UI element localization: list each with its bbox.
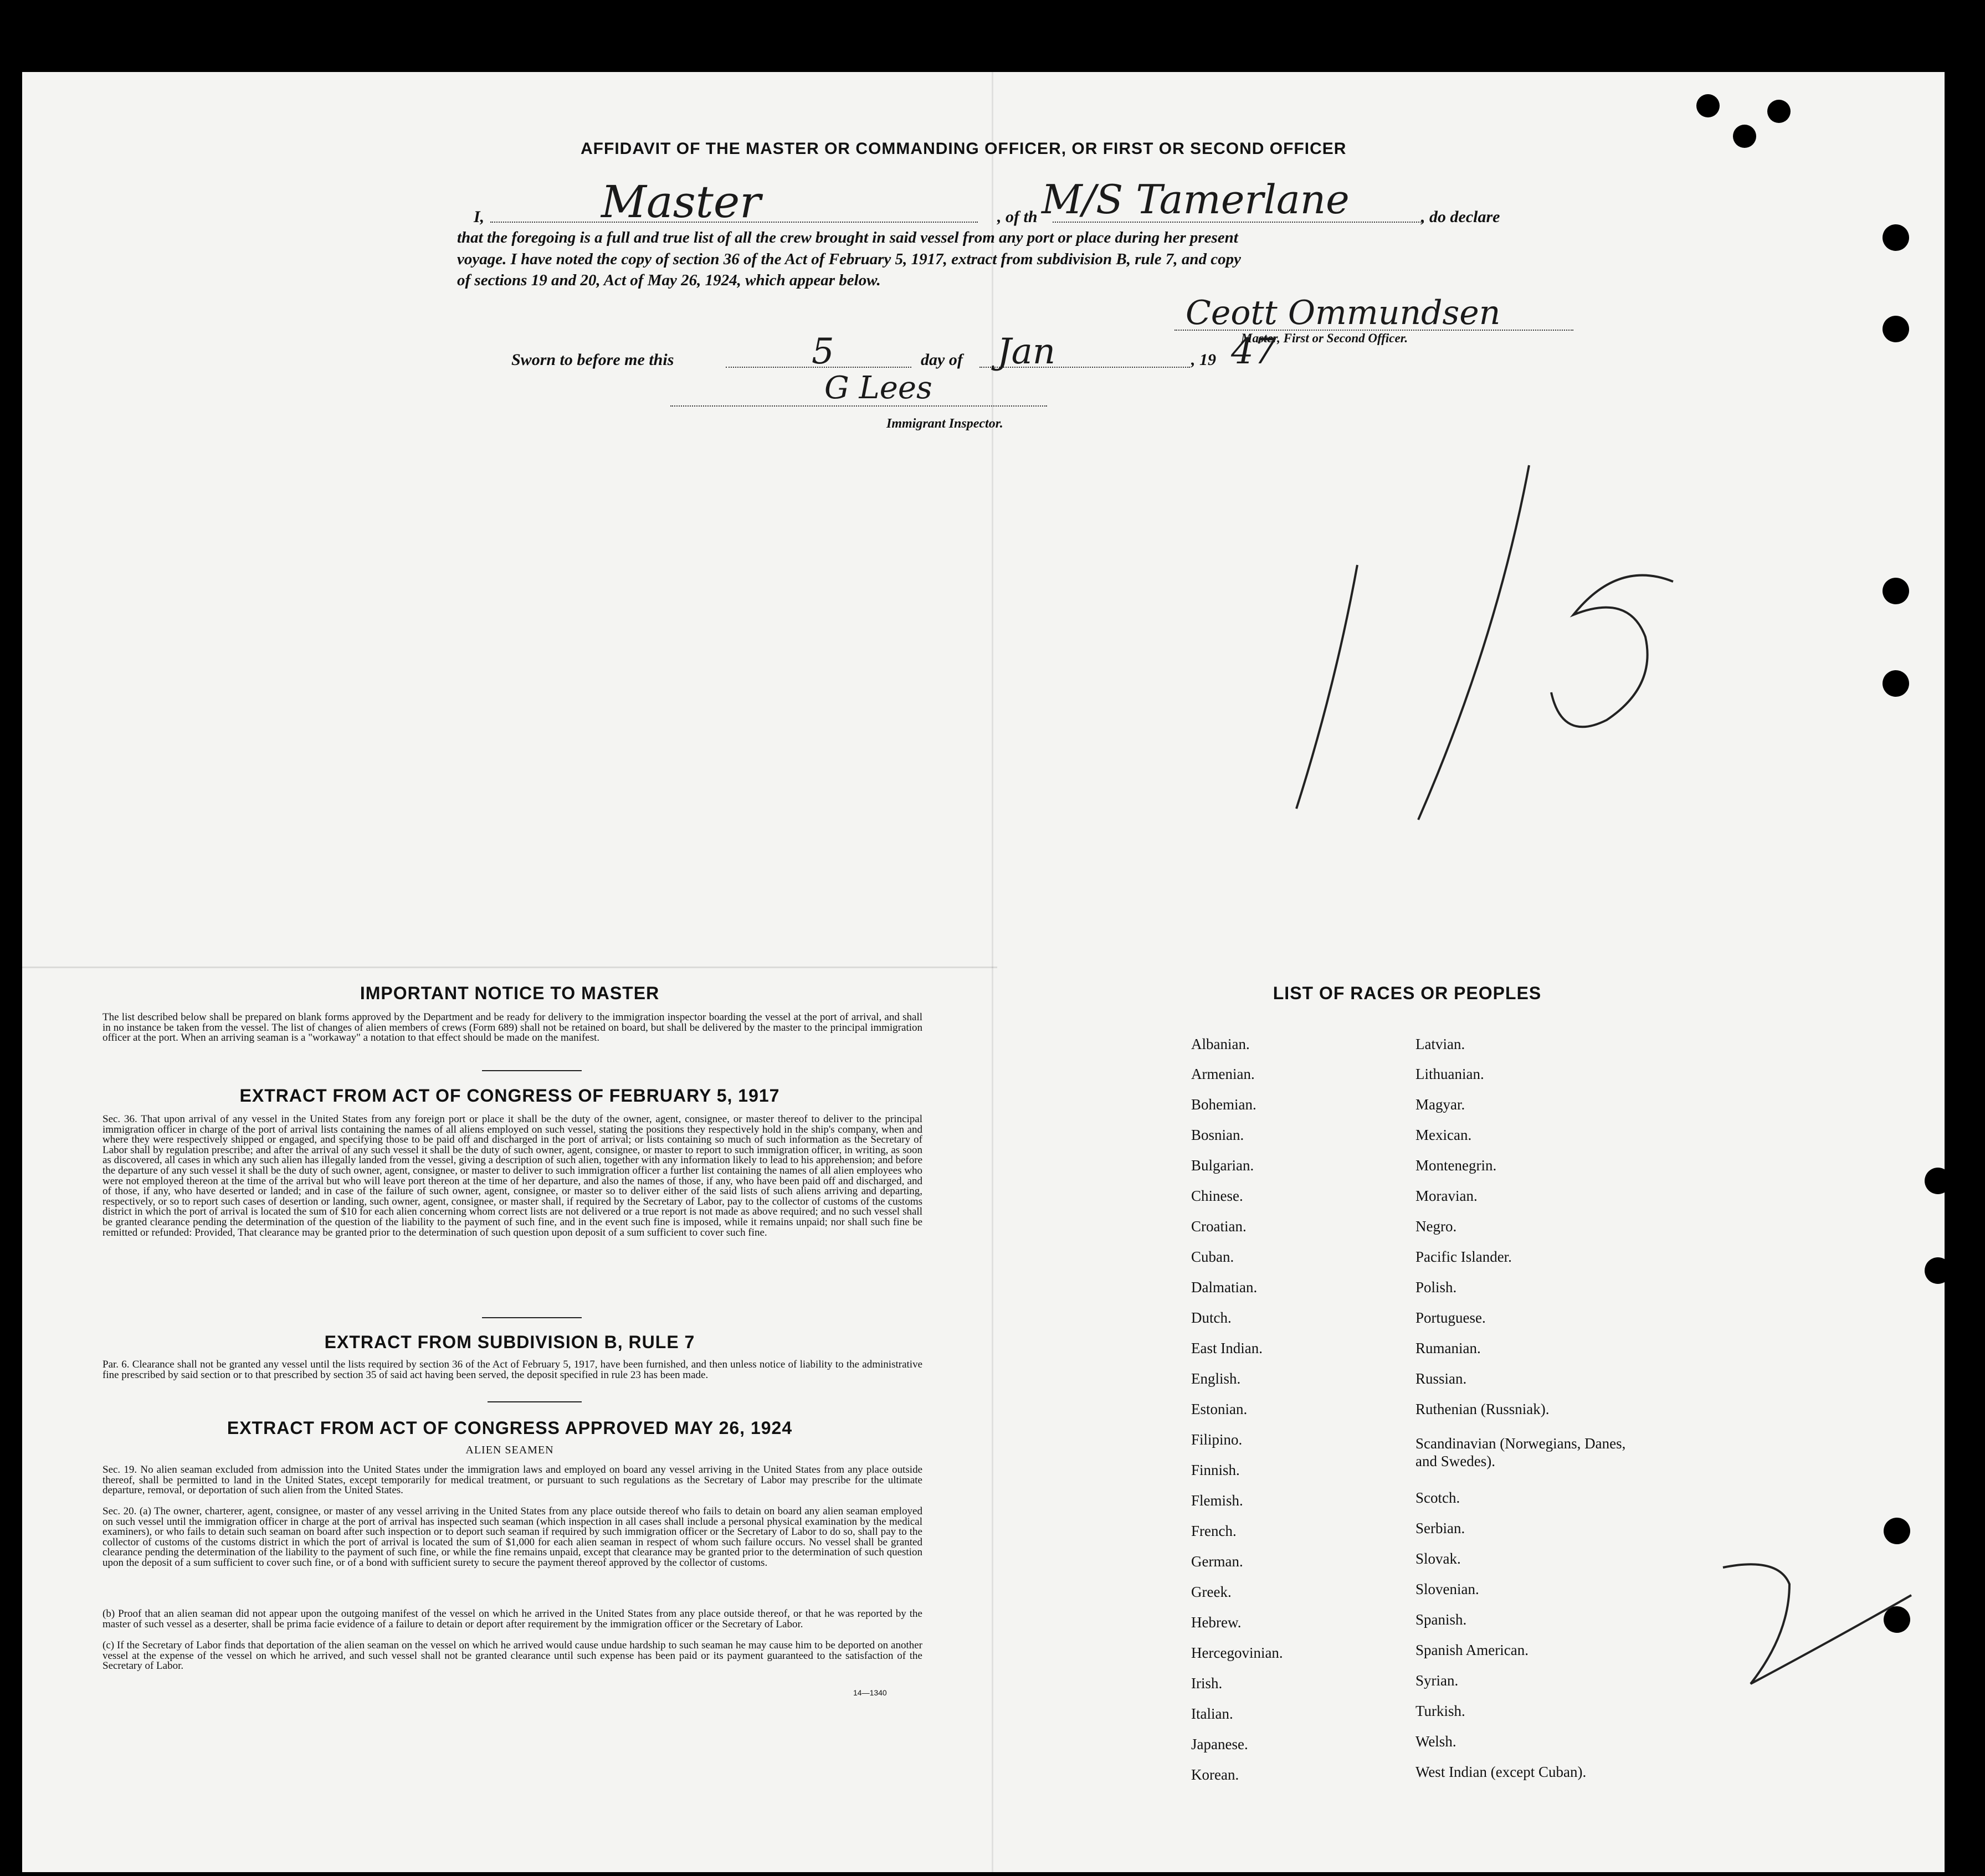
race-item: Turkish. xyxy=(1415,1703,1465,1719)
stroke-one xyxy=(1296,565,1357,809)
punch-hole xyxy=(1767,100,1791,123)
extract-1924-title: EXTRACT FROM ACT OF CONGRESS APPROVED MAY 26, 1924 xyxy=(227,1418,793,1438)
affidavit-line3: voyage. I have noted the copy of section 36 of the Act of February 5, 1917, extract from subdivision B, rule 7, and copy xyxy=(457,250,1241,268)
document-page xyxy=(22,72,1945,1872)
punch-hole xyxy=(1883,316,1909,342)
race-item: Lithuanian. xyxy=(1415,1066,1484,1082)
divider xyxy=(482,1070,582,1071)
races-title: LIST OF RACES OR PEOPLES xyxy=(1273,983,1542,1003)
sec-20b-text: (b) Proof that an alien seaman did not appear upon the outgoing manifest of the vessel on which he arrived in the United States from any place outside thereof, or that he was reported by the master of such vessel as a deserter, shall be prima facie evidence of a failure to detain or deport after requirement by the immigration officer or the Secretary of Labor. xyxy=(102,1608,922,1630)
stroke-five xyxy=(1551,575,1673,727)
race-item: Bohemian. xyxy=(1191,1096,1256,1113)
sec-20a-text: Sec. 20. (a) The owner, charterer, agent, consignee, or master of any vessel arriving in the United States from any place outside thereof who fails to detain on board any alien seaman employed on such vessel until the immigration officer in charge at the port of arrival has inspected such seaman (which inspection in all cases shall include a personal physical examination by the medical examiners), or who fails to detain such seaman on board after such inspection or to deport such seaman if required by such immigration officer or the Secretary of Labor to do so, shall pay to the collector of customs of the customs district in which the port of arrival is located the sum of $1,000 for each alien seaman in respect of whom such failure occurs. No vessel shall be granted clearance pending the determination of the liability to the payment of such fine, or while the fine remains unpaid, except that clearance may be granted prior to the determination of such question upon the deposit of a sum sufficient to cover such fine, or of a bond with sufficient surety to secure the payment thereof approved by the collector of customs. xyxy=(102,1505,922,1569)
punch-hole xyxy=(1884,1518,1910,1544)
race-item: East Indian. xyxy=(1191,1340,1263,1356)
race-item: Filipino. xyxy=(1191,1431,1243,1448)
form-number: 14—1340 xyxy=(853,1688,887,1697)
inspector-caption: Immigrant Inspector. xyxy=(886,417,1003,431)
affidavit-line4: of sections 19 and 20, Act of May 26, 1924, which appear below. xyxy=(457,271,881,289)
sec-20c-text: (c) If the Secretary of Labor finds that deportation of the alien seaman on the vessel on which he arrived would cause undue hardship to such seaman he may cause him to be deported on another vessel at the expense of the vessel on which he arrived, and such vessel shall not be granted clearance until such expense has been paid or its payment guaranteed to the satisfaction of the Secretary of Labor. xyxy=(102,1639,922,1672)
race-item: Negro. xyxy=(1415,1218,1457,1235)
extract-1924-subtitle: ALIEN SEAMEN xyxy=(465,1444,554,1456)
punch-hole xyxy=(1925,1257,1951,1284)
punch-hole xyxy=(1733,125,1756,148)
sworn-year-prefix: , 19 xyxy=(1191,351,1216,369)
signature-blank xyxy=(1174,330,1573,331)
race-item: Chinese. xyxy=(1191,1188,1243,1204)
signature-caption: Master, First or Second Officer. xyxy=(1241,331,1408,345)
sworn-day-of: day of xyxy=(921,351,963,369)
affidavit-line2: that the foregoing is a full and true list of all the crew brought in said vessel from any port or place during her present xyxy=(457,229,1238,246)
sworn-month: Jan xyxy=(997,331,1056,372)
race-item: Bulgarian. xyxy=(1191,1157,1254,1174)
extract-1917-title: EXTRACT FROM ACT OF CONGRESS OF FEBRUARY 5, 1917 xyxy=(239,1086,780,1106)
race-item: Hebrew. xyxy=(1191,1614,1242,1631)
race-item: Italian. xyxy=(1191,1705,1233,1722)
subdivision-b-title: EXTRACT FROM SUBDIVISION B, RULE 7 xyxy=(324,1332,695,1352)
race-item: Greek. xyxy=(1191,1584,1232,1600)
divider xyxy=(482,1317,582,1318)
divider xyxy=(488,1401,582,1402)
inspector-signature: G Lees xyxy=(824,370,932,406)
horizontal-fold-line xyxy=(22,967,997,968)
affidavit-line1-suffix: , do declare xyxy=(1421,208,1500,226)
race-item: Korean. xyxy=(1191,1766,1239,1783)
inspector-blank xyxy=(670,405,1047,407)
race-item: Irish. xyxy=(1191,1675,1223,1692)
race-item: Dutch. xyxy=(1191,1309,1232,1326)
affidavit-line1-mid: , of th xyxy=(997,208,1038,226)
race-item: Spanish. xyxy=(1415,1611,1467,1628)
punch-hole xyxy=(1925,1168,1951,1194)
race-item: Scandinavian (Norwegians, Danes, and Swedes). xyxy=(1415,1435,1626,1469)
handwritten-vessel: M/S Tamerlane xyxy=(1042,176,1350,223)
race-item: French. xyxy=(1191,1523,1237,1539)
handwritten-name: Master xyxy=(601,176,761,228)
race-item: Finnish. xyxy=(1191,1462,1240,1478)
race-item: Portuguese. xyxy=(1415,1309,1486,1326)
race-item: Hercegovinian. xyxy=(1191,1644,1283,1661)
race-item: Polish. xyxy=(1415,1279,1457,1296)
race-item: Croatian. xyxy=(1191,1218,1247,1235)
punch-hole xyxy=(1696,94,1720,117)
sworn-year: 47 xyxy=(1231,331,1276,372)
race-item: Moravian. xyxy=(1415,1188,1478,1204)
race-item: Ruthenian (Russniak). xyxy=(1415,1401,1550,1417)
race-item: Japanese. xyxy=(1191,1736,1248,1752)
race-item: Serbian. xyxy=(1415,1520,1465,1536)
race-item: Latvian. xyxy=(1415,1036,1465,1052)
race-item: Cuban. xyxy=(1191,1248,1234,1265)
race-item: English. xyxy=(1191,1370,1241,1387)
race-item: West Indian (except Cuban). xyxy=(1415,1764,1587,1780)
vertical-fold-line xyxy=(992,72,993,1872)
race-item: Dalmatian. xyxy=(1191,1279,1258,1296)
race-item: Rumanian. xyxy=(1415,1340,1481,1356)
race-item: Slovenian. xyxy=(1415,1581,1479,1597)
race-item: Russian. xyxy=(1415,1370,1467,1387)
handwritten-mark-2 xyxy=(1712,1551,1922,1695)
race-item: Spanish American. xyxy=(1415,1642,1528,1658)
extract-1917-text: Sec. 36. That upon arrival of any vessel in the United States from any foreign port or place it shall be the duty of the owner, agent, consignee, or master thereof to deliver to the principal immigration officer in charge of the port of arrival lists containing the names of all aliens employed on such vessel, stating the positions they respectively hold in the ship's company, when and where they were respectively shipped or engaged, and specifying those to be paid off and discharged in the port of arrival; or lists containing so much of such information as the Secretary of Labor shall by regulation prescribe; and after the arrival of any such vessel it shall be the duty of such owner, agent, consignee, or master to report to such immigration officer, in writing, as soon as discovered, all cases in which any such alien has illegally landed from the vessel, giving a description of such alien, together with any information likely to lead to his apprehension; and before the departure of any such vessel it shall be the duty of such owner, agent, consignee, or master to deliver to such immigration officer a further list containing the names of all alien employees who were not employed thereon at the time of the arrival but who will leave port thereon at the time of her departure, and also the names of those, if any, who have been paid off and discharged, and of those, if any, who have deserted or landed; and in case of the failure of such owner, agent, consignee, or master so to deliver either of the said lists of such aliens arriving and departing, respectively, or so to report such cases of desertion or landing, such owner, agent, consignee, or master shall, if required by the Secretary of Labor, pay to the collector of customs of the customs district in which the port of arrival is located the sum of $10 for each alien concerning whom correct lists are not delivered or a true report is not made as above required; and no such vessel shall be granted clearance pending the determination of the question of the liability to the payment of such fine, and in the event such fine is imposed, while it remains unpaid; nor shall such fine be remitted or refunded: Provided, That clearance may be granted prior to the determination of such question upon deposit of a sum sufficient to cover such fine. xyxy=(102,1113,922,1238)
race-item: Armenian. xyxy=(1191,1066,1255,1082)
race-item: Montenegrin. xyxy=(1415,1157,1497,1174)
punch-hole xyxy=(1883,670,1909,697)
race-item: Flemish. xyxy=(1191,1492,1243,1509)
race-item: Estonian. xyxy=(1191,1401,1248,1417)
handwritten-mark-1-5 xyxy=(1274,454,1717,842)
master-signature: Ceott Ommundsen xyxy=(1186,294,1501,332)
stroke-slash xyxy=(1418,465,1529,820)
race-item: German. xyxy=(1191,1553,1243,1570)
notice-title: IMPORTANT NOTICE TO MASTER xyxy=(360,983,660,1003)
punch-hole xyxy=(1883,224,1909,251)
sec-19-text: Sec. 19. No alien seaman excluded from admission into the United States under the immigration laws and employed on board any vessel arriving in the United States from any place outside thereof, shall be permitted to land in the United States, except temporarily for medical treatment, or pursuant to such regulations as the Secretary of Labor may prescribe for the ultimate departure, removal, or deportation of such alien from the United States. xyxy=(102,1464,922,1497)
race-item: Scotch. xyxy=(1415,1489,1460,1506)
notice-text: The list described below shall be prepared on blank forms approved by the Department and be ready for delivery to the immigration inspector boarding the vessel at the port of arrival, and shall in no instance be taken from the vessel. The list of changes of alien members of crews (Form 689) shall not be retained on board, but shall be delivered by the master to the principal immigration officer at the port. When an arriving seaman is a "workaway" a notation to that effect should be made on the manifest. xyxy=(102,1011,922,1044)
affidavit-line1-prefix: I, xyxy=(474,208,485,226)
subdivision-b-text: Par. 6. Clearance shall not be granted any vessel until the lists required by section 36 of the Act of February 5, 1917, have been furnished, and then unless notice of liability to the administrative fine prescribed by said section or to that prescribed by section 35 of said act having been served, the deposit specified in rule 23 has been made. xyxy=(102,1359,922,1381)
race-item: Bosnian. xyxy=(1191,1127,1244,1143)
race-item: Welsh. xyxy=(1415,1733,1456,1750)
race-item: Magyar. xyxy=(1415,1096,1465,1113)
affidavit-title: AFFIDAVIT OF THE MASTER OR COMMANDING OFFICER, OR FIRST OR SECOND OFFICER xyxy=(581,140,1347,158)
punch-hole xyxy=(1883,578,1909,604)
race-item: Mexican. xyxy=(1415,1127,1472,1143)
race-item: Pacific Islander. xyxy=(1415,1248,1512,1265)
sworn-prefix: Sworn to before me this xyxy=(511,351,674,369)
race-item: Syrian. xyxy=(1415,1672,1459,1689)
race-item: Albanian. xyxy=(1191,1036,1250,1052)
sworn-day: 5 xyxy=(812,331,834,372)
race-item: Slovak. xyxy=(1415,1550,1461,1567)
handwritten-mark-2-text xyxy=(0,0,1,1)
